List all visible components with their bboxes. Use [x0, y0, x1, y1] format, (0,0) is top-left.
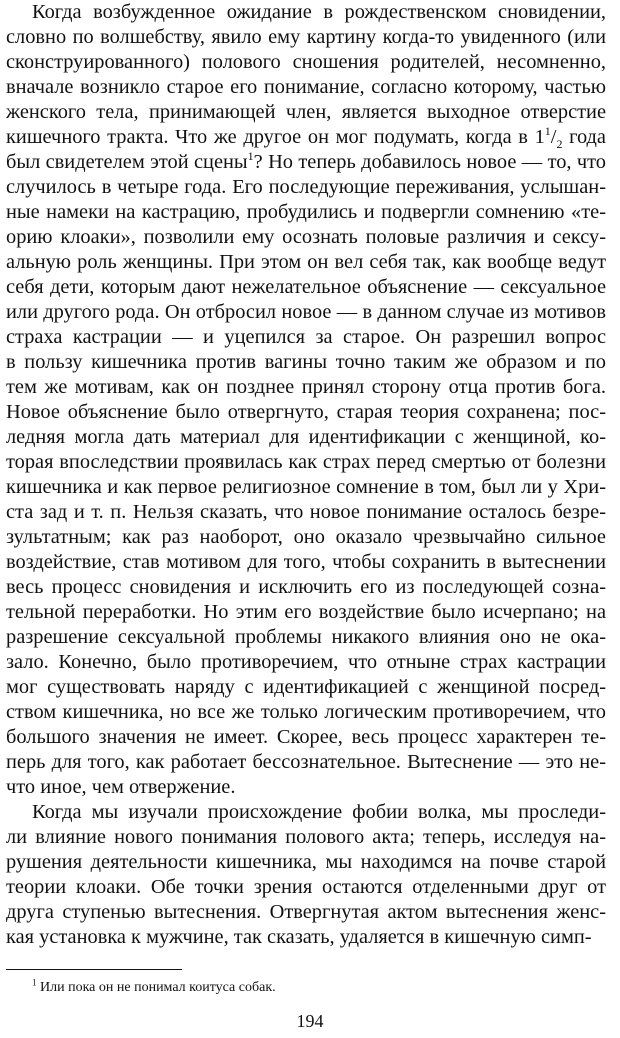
text-line: теории клоаки. Обе точки зрения остаются отделенными друг от: [6, 876, 606, 898]
page-number: 194: [296, 1011, 324, 1031]
footnote-divider: [6, 969, 182, 970]
text-line: ные намеки на кастрацию, пробудились и подвергли сомнению «те-: [6, 201, 606, 223]
text-line: альную роль женщины. При этом он вел себя так, как вообще ведут: [6, 251, 606, 273]
text-line: большого значения не имеет. Скорее, весь процесс характерен те-: [6, 726, 606, 748]
text-line: страха кастрации — и уцепился за старое. Он разрешил вопрос: [6, 326, 606, 348]
text-line: ледняя могла дать материал для идентификации с женщиной, ко-: [6, 426, 606, 448]
text-line: тельной переработки. Но этим его воздействие было исчерпано; на: [6, 601, 606, 623]
text-line: словно по волшебству, явило ему картину когда-то увиденного (или: [6, 26, 606, 48]
text-run: кишечного тракта. Что же другое он мог подумать, когда в 1: [6, 126, 545, 148]
text-line: кая установка к мужчине, так сказать, удаляется в кишечную симп-: [6, 926, 592, 948]
footnote: [32, 979, 276, 997]
text-line: перь для того, как работает бессознательное. Вытеснение — это не-: [6, 751, 606, 773]
text-run: года: [562, 126, 606, 148]
text-line: кишечника и как первое религиозное сомнение в том, был ли у Хри-: [6, 476, 606, 498]
text-line: Новое объяснение было отвергнуто, старая теория сохранена; пос-: [6, 401, 606, 423]
text-line: женского тела, принимающей член, является выходное отверстие: [6, 101, 606, 123]
text-line: Когда мы изучали происхождение фобии волка, мы проследи-: [32, 801, 606, 823]
text-line: ли влияние нового понимания полового акта; теперь, исследуя на-: [6, 826, 606, 848]
text-line: или другого рода. Он отбросил новое — в данном случае из мотивов: [6, 301, 606, 323]
text-line: воздействие, став мотивом для того, чтобы сохранить в вытеснении: [6, 551, 606, 573]
subscript: 2: [556, 137, 563, 152]
text-line: ста зад и т. п. Нельзя сказать, что новое понимание осталось безре-: [6, 501, 606, 523]
text-line: орию клоаки», позволили ему осознать половые различия и сексу-: [6, 226, 606, 248]
text-line: зало. Конечно, было противоречием, что отныне страх кастрации: [6, 651, 606, 673]
text-run: ? Но теперь добавилось новое — то, что: [253, 151, 606, 173]
text-line: [6, 125, 606, 150]
text-line: вначале возникло старое его понимание, согласно которому, частью: [6, 76, 606, 98]
text-line: весь процесс сновидения и исключить его из последующей созна-: [6, 576, 606, 598]
text-run: был свидетелем этой сцены: [6, 151, 248, 173]
text-line: что иное, чем отвержение.: [6, 776, 236, 798]
text-line: себя дети, которым дают нежелательное объяснение — сексуальное: [6, 276, 606, 298]
footnote-text: Или пока он не понимал коитуса собак.: [36, 980, 276, 995]
footnote-marker: 1: [32, 977, 37, 988]
text-line: рушения деятельности кишечника, мы находимся на почве старой: [6, 851, 606, 873]
text-line: сконструированного) полового сношения родителей, несомненно,: [6, 51, 606, 73]
text-line: Когда возбужденное ожидание в рождественском сновидении,: [32, 1, 606, 23]
text-line: случилось в четыре года. Его последующие переживания, услышан-: [6, 176, 606, 198]
superscript: 1: [544, 124, 551, 139]
text-line: мог существовать наряду с идентификацией с женщиной посред-: [6, 676, 606, 698]
text-line: ством кишечника, но все же только логическим противоречием, что: [6, 701, 606, 723]
superscript: 1: [247, 149, 254, 164]
text-line: зультатным; как раз наоборот, оно оказало чрезвычайно сильное: [6, 526, 606, 548]
text-line: торая впоследствии проявилась как страх перед смертью от болезни: [6, 451, 606, 473]
text-line: [6, 150, 606, 175]
text-line: разрешение сексуальной проблемы никакого влияния оно не ока-: [6, 626, 606, 648]
text-line: тем же мотивам, как он позднее принял сторону отца против бога.: [6, 376, 606, 398]
text-line: в пользу кишечника против вагины точно таким же образом и по: [6, 351, 606, 373]
text-line: друга ступенью вытеснения. Отвергнутая актом вытеснения женс-: [6, 901, 606, 923]
text-run: /: [550, 126, 557, 148]
